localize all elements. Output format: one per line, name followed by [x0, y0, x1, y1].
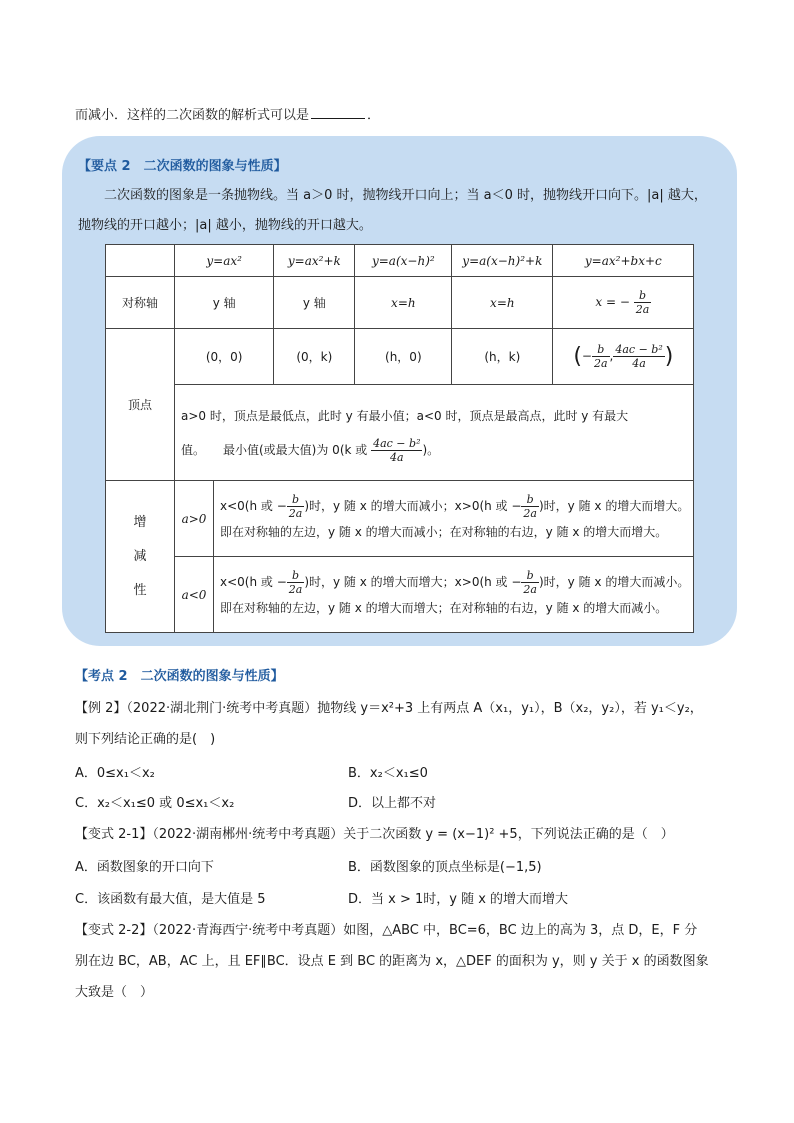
mono-pos-row: [106, 481, 694, 557]
vertex-cell: (h，k): [452, 329, 553, 385]
axis-cell: x=h: [355, 277, 452, 329]
mono-neg-line-1: [220, 569, 689, 596]
answer-blank: [311, 106, 365, 119]
fraction-denominator: 2a: [635, 303, 650, 316]
axis-cell: y 轴: [175, 277, 274, 329]
variant21-option-a: A．函数图象的开口向下: [75, 860, 214, 875]
mono-label: 增减性: [133, 514, 147, 598]
vertex-fraction-2: [613, 343, 664, 370]
vertex-note-tail: )。: [422, 442, 440, 457]
a-positive-label: a>0: [175, 481, 214, 557]
vertex-cell: (0，0): [175, 329, 274, 385]
fraction-denominator: 2a: [523, 583, 537, 596]
mono-fraction: [287, 493, 305, 520]
mono-text: )时，y 随 x 的增大而减小；x>0(h 或 −: [304, 499, 522, 513]
vertex-note-line-1: a>0 时，顶点是最低点，此时 y 有最小值；a<0 时，顶点是最高点，此时 y 有最大: [181, 408, 629, 423]
axis-formula-cell: [553, 277, 694, 329]
fraction-numerator: b: [287, 569, 305, 583]
mono-label-cell: [106, 481, 175, 633]
table-corner-cell: [106, 245, 175, 277]
axis-cell: x=h: [452, 277, 553, 329]
example2-stem-1: 【例 2】（2022·湖北荆门·统考中考真题）抛物线 y＝x²+3 上有两点 A（x₁，y₁），B（x₂，y₂），若 y₁＜y₂，: [75, 701, 703, 716]
variant22-line-1: 【变式 2-2】（2022·青海西宁·统考中考真题）如图，△ABC 中，BC=6，BC 边上的高为 3，点 D，E，F 分: [75, 923, 698, 938]
mono-text: x<0(h 或 −: [220, 499, 287, 513]
mono-neg-cell: [214, 557, 694, 633]
axis-fraction: [634, 289, 652, 316]
top-line: [75, 104, 380, 123]
vertex-cell: (0，k): [274, 329, 355, 385]
fraction-numerator: b: [634, 289, 652, 303]
a-negative-label: a<0: [175, 557, 214, 633]
mono-neg-row: [106, 557, 694, 633]
axis-cell: y 轴: [274, 277, 355, 329]
variant21-option-d: D．当 x > 1时，y 随 x 的增大而增大: [348, 892, 569, 907]
fraction-denominator: 4a: [390, 450, 404, 464]
vertex-note-row: [106, 385, 694, 481]
top-line-text: 而减小．这样的二次函数的解析式可以是: [75, 108, 310, 123]
example2-stem-2: 则下列结论正确的是( ): [75, 732, 216, 747]
vertex-row: [106, 329, 694, 385]
fraction-denominator: 2a: [593, 357, 608, 370]
fraction-numerator: b: [287, 493, 305, 507]
variant21-stem: 【变式 2-1】（2022·湖南郴州·统考中考真题）关于二次函数 y = (x−1)² +5，下列说法正确的是（ ）: [75, 827, 674, 842]
vertex-label: 顶点: [106, 329, 175, 481]
vertex-note-cell: [175, 385, 694, 481]
axis-formula-prefix: x = −: [595, 295, 630, 309]
vertex-cell: (h，0): [355, 329, 452, 385]
mono-pos-line-1: [220, 493, 689, 520]
vertex-fraction-1: [592, 343, 610, 370]
example2-option-d: D．以上都不对: [348, 796, 437, 811]
example2-option-c: C．x₂＜x₁≤0 或 0≤x₁＜x₂: [75, 796, 235, 811]
vertex-general-cell: (− $\frac{b}{2a}$ , $\frac{\text{4ac − b²}}{4a}$ ): [553, 329, 694, 385]
fraction-numerator: 4ac − b²: [373, 436, 421, 450]
mono-text: )时，y 随 x 的增大而增大。: [538, 499, 690, 513]
header-cell: y=a(x−h)²: [355, 245, 452, 277]
fraction-denominator: 2a: [523, 507, 537, 520]
header-cell: y=ax²+bx+c: [553, 245, 694, 277]
mono-pos-cell: [214, 481, 694, 557]
mono-fraction: [521, 493, 539, 520]
table-header-row: [106, 245, 694, 277]
mono-text: )时，y 随 x 的增大而减小。: [538, 575, 690, 589]
header-cell: y=a(x−h)²+k: [452, 245, 553, 277]
key-point-para-2: 抛物线的开口越小；|a| 越小，抛物线的开口越大。: [78, 218, 372, 233]
top-line-tail: ．: [367, 108, 381, 123]
header-cell: y=ax²+k: [274, 245, 355, 277]
example2-option-b: B．x₂＜x₁≤0: [348, 766, 428, 781]
mono-fraction: [287, 569, 305, 596]
axis-row: [106, 277, 694, 329]
mono-text: x<0(h 或 −: [220, 575, 287, 589]
mono-fraction: [521, 569, 539, 596]
fraction-numerator: b: [521, 493, 539, 507]
fraction-denominator: 2a: [288, 583, 303, 596]
mono-text: )时，y 随 x 的增大而增大；x>0(h 或 −: [304, 575, 522, 589]
example2-option-a: A．0≤x₁＜x₂: [75, 766, 155, 781]
fraction-denominator: 2a: [288, 507, 303, 520]
vertex-note-line-2: [181, 433, 689, 467]
variant21-option-c: C．该函数有最大值，是大值是 5: [75, 892, 266, 907]
mono-pos-line-2: 即在对称轴的左边，y 随 x 的增大而减小；在对称轴的右边，y 随 x 的增大而增大。: [220, 525, 668, 539]
key-point-title: 【要点 2 二次函数的图象与性质】: [78, 159, 287, 174]
fraction-numerator: b: [521, 569, 539, 583]
header-cell: y=ax²: [175, 245, 274, 277]
mono-neg-line-2: 即在对称轴的左边，y 随 x 的增大而增大；在对称轴的右边，y 随 x 的增大而减小。: [220, 601, 668, 615]
axis-label: 对称轴: [106, 277, 175, 329]
kaodian-title: 【考点 2 二次函数的图象与性质】: [75, 669, 284, 684]
vertex-note-fraction: [371, 437, 422, 464]
variant22-line-3: 大致是（ ）: [75, 985, 154, 1000]
variant22-line-2: 别在边 BC，AB，AC 上，且 EF∥BC．设点 E 到 BC 的距离为 x，△DEF 的面积为 y，则 y 关于 x 的函数图象: [75, 954, 709, 969]
fraction-denominator: 4a: [632, 357, 646, 370]
variant21-option-b: B．函数图象的顶点坐标是(−1,5): [348, 860, 542, 875]
fraction-numerator: 4ac − b²: [615, 343, 663, 356]
key-point-para-1: 二次函数的图象是一条抛物线。当 a＞0 时，抛物线开口向上；当 a＜0 时，抛物线开口向下。|a| 越大，: [104, 188, 707, 203]
fraction-numerator: b: [592, 343, 610, 357]
vertex-note-text: 值。 最小值(或最大值)为 0(k 或: [181, 442, 368, 457]
properties-table: [105, 244, 694, 633]
